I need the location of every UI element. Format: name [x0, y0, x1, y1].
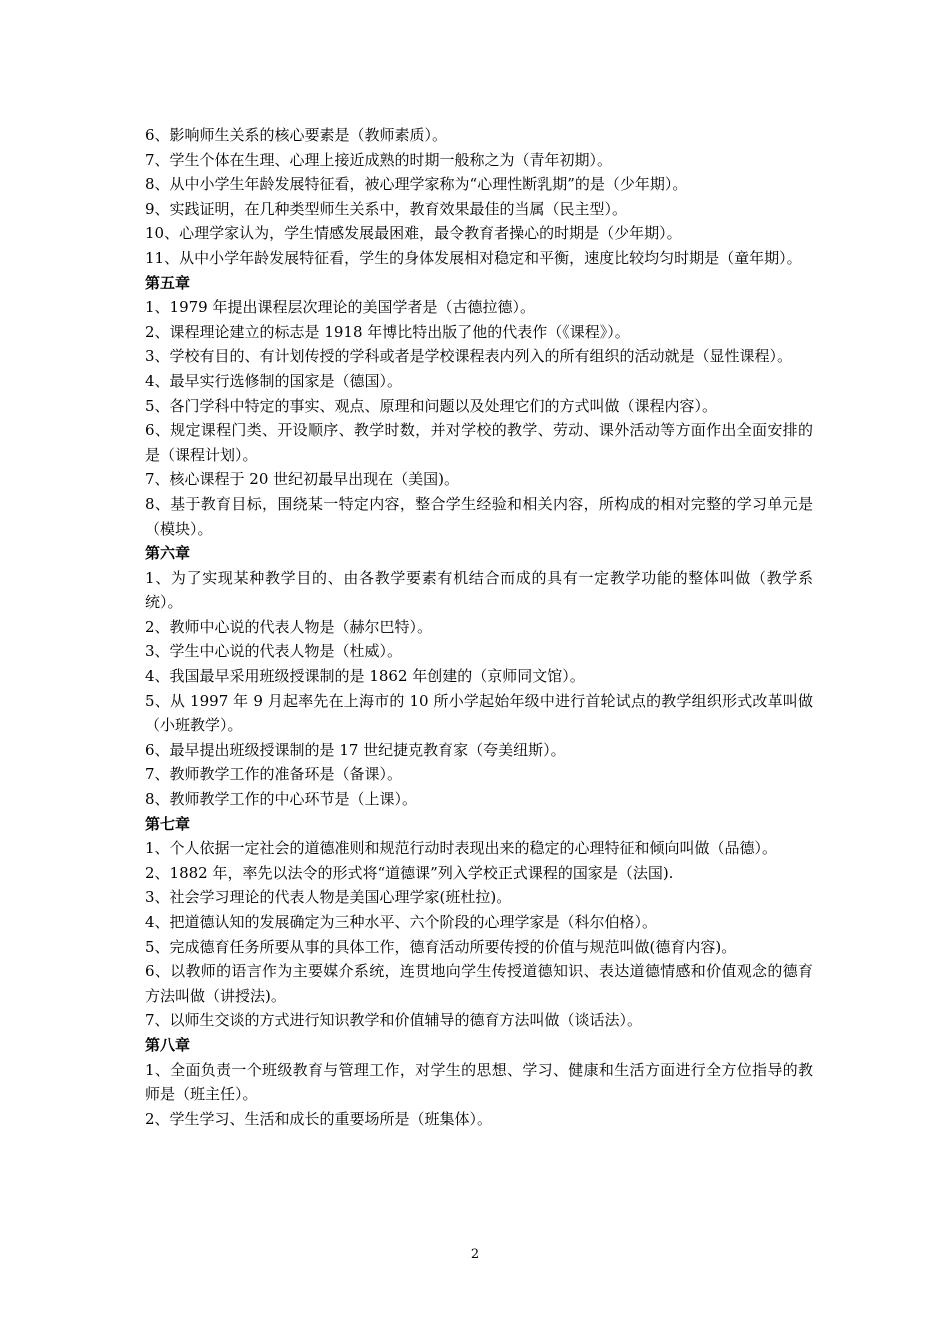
- list-item: 6、以教师的语言作为主要媒介系统，连贯地向学生传授道德知识、表达道德情感和价值观念的德育方法叫做（讲授法)。: [145, 962, 813, 1005]
- list-item: 3、学生中心说的代表人物是（杜威）。: [145, 642, 403, 661]
- chapter-heading: 第五章: [145, 273, 191, 292]
- document-body: [145, 123, 813, 1131]
- list-item: 1、全面负责一个班级教育与管理工作，对学生的思想、学习、健康和生活方面进行全方位指导的教师是（班主任）。: [145, 1060, 813, 1104]
- list-item: 4、把道德认知的发展确定为三种水平、六个阶段的心理学家是（科尔伯格）。: [145, 913, 658, 931]
- list-item: 1、个人依据一定社会的道德准则和规范行动时表现出来的稳定的心理特征和倾向叫做（品德）。: [145, 839, 778, 858]
- chapter-heading: 第六章: [145, 544, 191, 563]
- list-item: 8、教师教学工作的中心环节是（上课）。: [145, 790, 418, 809]
- list-item: 11、从中小学年龄发展特征看，学生的身体发展相对稳定和平衡，速度比较均匀时期是（童年期）。: [145, 248, 802, 267]
- chapter-heading: 第七章: [145, 814, 191, 833]
- list-item: 2、学生学习、生活和成长的重要场所是（班集体）。: [145, 1109, 493, 1128]
- list-item: 6、最早提出班级授课制的是 17 世纪捷克教育家（夸美纽斯）。: [145, 740, 566, 759]
- page-number: 2: [470, 1247, 480, 1262]
- list-item: 6、影响师生关系的核心要素是（教师素质）。: [145, 126, 448, 144]
- list-item: 3、学校有目的、有计划传授的学科或者是学校课程表内列入的所有组织的活动就是（显性课程）。: [145, 347, 793, 366]
- list-item: 1、为了实现某种教学目的、由各教学要素有机结合而成的具有一定教学功能的整体叫做（教学系统）。: [145, 568, 813, 612]
- list-item: 5、完成德育任务所要从事的具体工作，德育活动所要传授的价值与规范叫做(德育内容)。: [145, 937, 737, 956]
- list-item: 2、教师中心说的代表人物是（赫尔巴特）。: [145, 617, 433, 636]
- list-item: 4、我国最早采用班级授课制的是 1862 年创建的（京师同文馆）。: [145, 667, 585, 686]
- list-item: 3、社会学习理论的代表人物是美国心理学家(班杜拉)。: [145, 888, 512, 907]
- list-item: 8、基于教育目标，围绕某一特定内容，整合学生经验和相关内容，所构成的相对完整的学习单元是（模块）。: [145, 494, 813, 538]
- list-item: 7、以师生交谈的方式进行知识教学和价值辅导的德育方法叫做（谈话法）。: [145, 1011, 643, 1030]
- list-item: 7、教师教学工作的准备环是（备课）。: [145, 765, 403, 784]
- list-item: 2、1882 年，率先以法令的形式将“道德课”列入学校正式课程的国家是（法国).: [145, 863, 674, 882]
- list-item: 10、心理学家认为，学生情感发展最困难，最令教育者操心的时期是（少年期）。: [145, 224, 682, 243]
- list-item: 7、学生个体在生理、心理上接近成熟的时期一般称之为（青年初期）。: [145, 150, 613, 169]
- list-item: 4、最早实行选修制的国家是（德国）。: [145, 371, 403, 390]
- list-item: 1、1979 年提出课程层次理论的美国学者是（古德拉德）。: [145, 298, 535, 317]
- chapter-heading: 第八章: [145, 1035, 191, 1054]
- list-item: 8、从中小学生年龄发展特征看，被心理学家称为“心理性断乳期”的是（少年期）。: [145, 175, 688, 194]
- list-item: 7、核心课程于 20 世纪初最早出现在（美国)。: [145, 470, 460, 489]
- list-item: 9、实践证明，在几种类型师生关系中，教育效果最佳的当属（民主型）。: [145, 199, 628, 218]
- list-item: 5、从 1997 年 9 月起率先在上海市的 10 所小学起始年级中进行首轮试点的教学组织形式改革叫做（小班教学）。: [145, 691, 813, 735]
- list-item: 6、规定课程门类、开设顺序、教学时数，并对学校的教学、劳动、课外活动等方面作出全面安排的是（课程计划）。: [145, 421, 813, 464]
- list-item: 5、各门学科中特定的事实、观点、原理和问题以及处理它们的方式叫做（课程内容）。: [145, 396, 718, 415]
- list-item: 2、课程理论建立的标志是 1918 年博比特出版了他的代表作（《课程》）。: [145, 322, 630, 341]
